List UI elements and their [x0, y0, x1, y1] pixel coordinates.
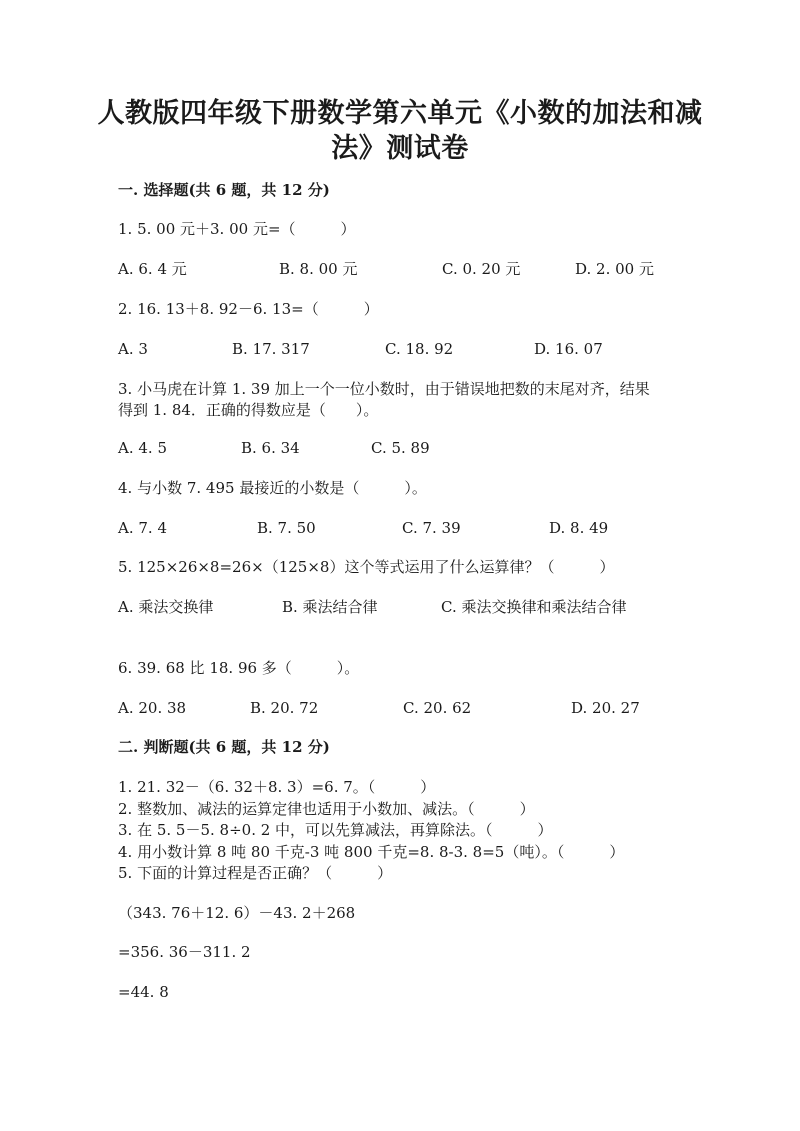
judge-item: 2. 整数加、减法的运算定律也适用于小数加、减法。（ ）	[118, 800, 535, 818]
page-title-line2: 法》测试卷	[331, 133, 469, 164]
option-c: C. 乘法交换律和乘法结合律	[441, 598, 627, 616]
question-stem: 6. 39. 68 比 18. 96 多（ ）。	[118, 659, 360, 677]
option-c: C. 7. 39	[402, 519, 461, 537]
calc-line: （343. 76＋12. 6）－43. 2＋268	[118, 904, 356, 922]
question-stem: 2. 16. 13＋8. 92－6. 13=（ ）	[118, 300, 379, 318]
option-c: C. 20. 62	[403, 699, 472, 717]
section-heading-choice: 一. 选择题(共 6 题，共 12 分)	[118, 181, 330, 199]
calc-line: =356. 36－311. 2	[118, 943, 251, 961]
question-stem: 4. 与小数 7. 495 最接近的小数是（ ）。	[118, 479, 427, 497]
judge-item: 5. 下面的计算过程是否正确？（ ）	[118, 864, 393, 882]
option-d: D. 2. 00 元	[575, 260, 654, 278]
option-a: A. 7. 4	[118, 519, 167, 537]
option-d: D. 20. 27	[571, 699, 640, 717]
option-a: A. 乘法交换律	[118, 598, 214, 616]
question-stem-line1: 3. 小马虎在计算 1. 39 加上一个一位小数时，由于错误地把数的末尾对齐，结果	[118, 380, 650, 398]
calc-line: =44. 8	[118, 983, 169, 1001]
option-b: B. 6. 34	[241, 439, 300, 457]
judge-item: 4. 用小数计算 8 吨 80 千克-3 吨 800 千克=8. 8-3. 8=5（吨）。（ ）	[118, 843, 625, 861]
option-b: B. 8. 00 元	[279, 260, 358, 278]
option-b: B. 乘法结合律	[282, 598, 378, 616]
option-a: A. 20. 38	[118, 699, 187, 717]
option-c: C. 18. 92	[385, 340, 454, 358]
option-a: A. 6. 4 元	[118, 260, 187, 278]
option-d: D. 16. 07	[534, 340, 603, 358]
option-a: A. 3	[118, 340, 148, 358]
question-stem-line2: 得到 1. 84．正确的得数应是（ ）。	[118, 401, 379, 419]
option-a: A. 4. 5	[118, 439, 167, 457]
question-stem: 5. 125×26×8=26×（125×8）这个等式运用了什么运算律？（ ）	[118, 558, 615, 576]
section-heading-judge: 二. 判断题(共 6 题，共 12 分)	[118, 738, 330, 756]
option-c: C. 5. 89	[371, 439, 430, 457]
question-stem: 1. 5. 00 元＋3. 00 元=（ ）	[118, 220, 356, 238]
judge-item: 3. 在 5. 5－5. 8÷0. 2 中，可以先算减法，再算除法。（ ）	[118, 821, 553, 839]
option-d: D. 8. 49	[549, 519, 609, 537]
option-b: B. 17. 317	[232, 340, 310, 358]
option-b: B. 7. 50	[257, 519, 316, 537]
page-title-line1: 人教版四年级下册数学第六单元《小数的加法和减	[97, 98, 703, 129]
option-b: B. 20. 72	[250, 699, 319, 717]
judge-item: 1. 21. 32－（6. 32＋8. 3）=6. 7。（ ）	[118, 778, 436, 796]
option-c: C. 0. 20 元	[442, 260, 521, 278]
